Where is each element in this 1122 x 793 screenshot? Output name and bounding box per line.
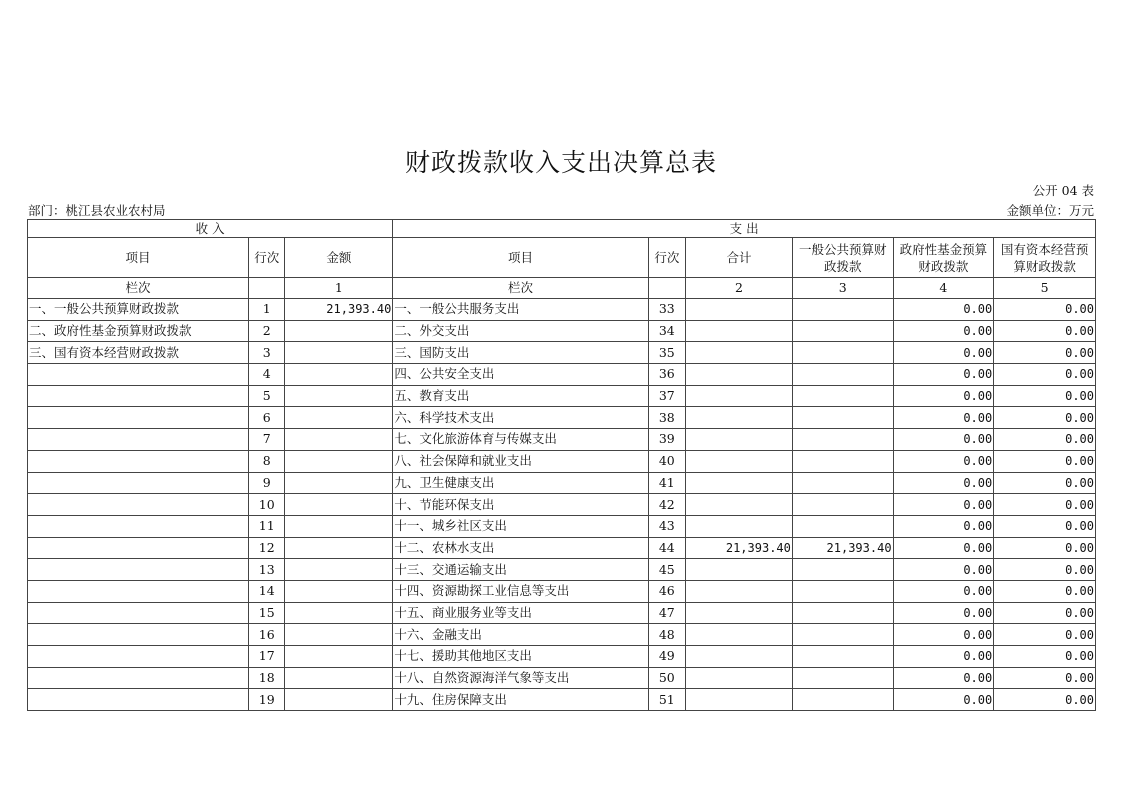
gov-fund-cell: 0.00 <box>893 515 994 537</box>
general-budget-cell <box>792 689 893 711</box>
income-row-number-cell: 17 <box>249 646 285 668</box>
income-row-number-cell: 11 <box>249 515 285 537</box>
gov-fund-cell: 0.00 <box>893 537 994 559</box>
income-item-cell: 二、政府性基金预算财政拨款 <box>28 320 249 342</box>
total-cell <box>686 320 793 342</box>
expense-item-cell: 十、节能环保支出 <box>393 494 648 516</box>
state-capital-cell: 0.00 <box>994 385 1096 407</box>
table-row <box>28 299 1096 321</box>
income-column-label: 栏次 <box>28 278 249 299</box>
expense-row-number-cell: 51 <box>648 689 685 711</box>
gov-fund-cell: 0.00 <box>893 559 994 581</box>
state-capital-cell: 0.00 <box>994 515 1096 537</box>
expense-row-number-cell: 42 <box>648 494 685 516</box>
gov-fund-cell: 0.00 <box>893 646 994 668</box>
total-cell <box>686 602 793 624</box>
general-budget-column-number: 3 <box>792 278 893 299</box>
income-amount-cell <box>285 559 393 581</box>
income-item-cell <box>28 559 249 581</box>
income-amount-cell <box>285 580 393 602</box>
general-budget-cell <box>792 299 893 321</box>
expense-column-label: 栏次 <box>393 278 648 299</box>
general-budget-cell <box>792 320 893 342</box>
general-budget-cell <box>792 364 893 386</box>
general-budget-cell <box>792 385 893 407</box>
income-row-number-cell: 16 <box>249 624 285 646</box>
income-item-cell <box>28 385 249 407</box>
table-row <box>28 559 1096 581</box>
table-row <box>28 364 1096 386</box>
income-amount-cell <box>285 602 393 624</box>
table-row <box>28 342 1096 364</box>
state-capital-cell: 0.00 <box>994 472 1096 494</box>
general-budget-cell <box>792 407 893 429</box>
expense-row-number-blank <box>648 278 685 299</box>
expense-row-number-cell: 50 <box>648 667 685 689</box>
gov-fund-cell: 0.00 <box>893 689 994 711</box>
gov-fund-cell: 0.00 <box>893 450 994 472</box>
expense-section-header: 支 出 <box>393 220 1096 238</box>
income-item-cell <box>28 624 249 646</box>
total-cell: 21,393.40 <box>686 537 793 559</box>
total-column-number: 2 <box>686 278 793 299</box>
amount-unit-label: 金额单位：万元 <box>1006 203 1094 218</box>
expense-row-number-cell: 38 <box>648 407 685 429</box>
income-row-number-cell: 3 <box>249 342 285 364</box>
state-capital-column-number: 5 <box>994 278 1096 299</box>
income-amount-cell <box>285 624 393 646</box>
income-row-number-cell: 14 <box>249 580 285 602</box>
expense-item-cell: 一、一般公共服务支出 <box>393 299 648 321</box>
income-item-cell: 一、一般公共预算财政拨款 <box>28 299 249 321</box>
appropriation-summary-table <box>27 219 1096 711</box>
income-row-number-cell: 2 <box>249 320 285 342</box>
income-item-cell <box>28 494 249 516</box>
income-amount-cell <box>285 667 393 689</box>
income-amount-header: 金额 <box>285 238 393 278</box>
expense-item-cell: 十四、资源勘探工业信息等支出 <box>393 580 648 602</box>
general-budget-cell <box>792 667 893 689</box>
income-amount-cell <box>285 320 393 342</box>
gov-fund-cell: 0.00 <box>893 602 994 624</box>
total-cell <box>686 515 793 537</box>
table-row <box>28 537 1096 559</box>
gov-fund-cell: 0.00 <box>893 624 994 646</box>
income-amount-cell <box>285 472 393 494</box>
total-cell <box>686 385 793 407</box>
total-cell <box>686 299 793 321</box>
state-capital-cell: 0.00 <box>994 407 1096 429</box>
general-budget-cell <box>792 429 893 451</box>
table-row <box>28 667 1096 689</box>
income-item-cell <box>28 689 249 711</box>
expense-row-number-cell: 46 <box>648 580 685 602</box>
total-header: 合计 <box>686 238 793 278</box>
general-budget-cell: 21,393.40 <box>792 537 893 559</box>
general-budget-cell <box>792 450 893 472</box>
state-capital-cell: 0.00 <box>994 559 1096 581</box>
income-item-cell <box>28 515 249 537</box>
income-amount-cell <box>285 515 393 537</box>
table-row <box>28 602 1096 624</box>
income-amount-cell <box>285 537 393 559</box>
total-cell <box>686 646 793 668</box>
expense-item-cell: 六、科学技术支出 <box>393 407 648 429</box>
total-cell <box>686 472 793 494</box>
expense-item-cell: 十三、交通运输支出 <box>393 559 648 581</box>
general-budget-cell <box>792 559 893 581</box>
income-row-number-cell: 15 <box>249 602 285 624</box>
income-amount-cell: 21,393.40 <box>285 299 393 321</box>
total-cell <box>686 342 793 364</box>
general-budget-cell <box>792 515 893 537</box>
state-capital-cell: 0.00 <box>994 450 1096 472</box>
income-amount-cell <box>285 429 393 451</box>
general-budget-header: 一般公共预算财政拨款 <box>792 238 893 278</box>
total-cell <box>686 689 793 711</box>
income-item-cell <box>28 407 249 429</box>
expense-item-cell: 五、教育支出 <box>393 385 648 407</box>
table-row <box>28 624 1096 646</box>
gov-fund-cell: 0.00 <box>893 385 994 407</box>
table-row <box>28 646 1096 668</box>
total-cell <box>686 559 793 581</box>
income-row-number-cell: 6 <box>249 407 285 429</box>
expense-row-number-cell: 40 <box>648 450 685 472</box>
general-budget-cell <box>792 472 893 494</box>
income-item-cell: 三、国有资本经营财政拨款 <box>28 342 249 364</box>
expense-row-number-cell: 44 <box>648 537 685 559</box>
income-item-cell <box>28 580 249 602</box>
expense-row-number-cell: 37 <box>648 385 685 407</box>
state-capital-cell: 0.00 <box>994 320 1096 342</box>
expense-item-cell: 八、社会保障和就业支出 <box>393 450 648 472</box>
income-row-number-header: 行次 <box>249 238 285 278</box>
income-row-number-cell: 12 <box>249 537 285 559</box>
expense-item-cell: 七、文化旅游体育与传媒支出 <box>393 429 648 451</box>
expense-item-cell: 三、国防支出 <box>393 342 648 364</box>
expense-item-cell: 十七、援助其他地区支出 <box>393 646 648 668</box>
income-amount-cell <box>285 494 393 516</box>
total-cell <box>686 364 793 386</box>
state-capital-cell: 0.00 <box>994 364 1096 386</box>
state-capital-cell: 0.00 <box>994 299 1096 321</box>
table-row <box>28 494 1096 516</box>
income-row-number-cell: 5 <box>249 385 285 407</box>
income-item-cell <box>28 364 249 386</box>
table-row <box>28 472 1096 494</box>
table-row <box>28 450 1096 472</box>
state-capital-cell: 0.00 <box>994 494 1096 516</box>
income-amount-cell <box>285 646 393 668</box>
income-row-number-cell: 8 <box>249 450 285 472</box>
gov-fund-cell: 0.00 <box>893 494 994 516</box>
income-row-number-cell: 4 <box>249 364 285 386</box>
income-item-cell <box>28 472 249 494</box>
expense-row-number-cell: 43 <box>648 515 685 537</box>
income-amount-column-number: 1 <box>285 278 393 299</box>
expense-item-cell: 十八、自然资源海洋气象等支出 <box>393 667 648 689</box>
income-item-cell <box>28 429 249 451</box>
state-capital-cell: 0.00 <box>994 689 1096 711</box>
income-row-number-cell: 19 <box>249 689 285 711</box>
gov-fund-cell: 0.00 <box>893 429 994 451</box>
report-title: 财政拨款收入支出决算总表 <box>404 148 717 177</box>
income-amount-cell <box>285 385 393 407</box>
gov-fund-header: 政府性基金预算财政拨款 <box>893 238 994 278</box>
table-row <box>28 385 1096 407</box>
state-capital-cell: 0.00 <box>994 537 1096 559</box>
total-cell <box>686 667 793 689</box>
general-budget-cell <box>792 602 893 624</box>
total-cell <box>686 580 793 602</box>
expense-item-header: 项目 <box>393 238 648 278</box>
general-budget-cell <box>792 494 893 516</box>
income-row-number-cell: 9 <box>249 472 285 494</box>
expense-item-cell: 九、卫生健康支出 <box>393 472 648 494</box>
column-header-row <box>28 238 1096 278</box>
expense-item-cell: 四、公共安全支出 <box>393 364 648 386</box>
expense-item-cell: 十五、商业服务业等支出 <box>393 602 648 624</box>
state-capital-header: 国有资本经营预算财政拨款 <box>994 238 1096 278</box>
table-row <box>28 689 1096 711</box>
expense-row-number-cell: 35 <box>648 342 685 364</box>
total-cell <box>686 624 793 646</box>
expense-row-number-cell: 45 <box>648 559 685 581</box>
income-item-header: 项目 <box>28 238 249 278</box>
table-row <box>28 407 1096 429</box>
gov-fund-column-number: 4 <box>893 278 994 299</box>
state-capital-cell: 0.00 <box>994 342 1096 364</box>
income-amount-cell <box>285 407 393 429</box>
expense-row-number-cell: 39 <box>648 429 685 451</box>
table-row <box>28 515 1096 537</box>
general-budget-cell <box>792 342 893 364</box>
state-capital-cell: 0.00 <box>994 646 1096 668</box>
expense-row-number-cell: 47 <box>648 602 685 624</box>
table-row <box>28 429 1096 451</box>
expense-row-number-cell: 36 <box>648 364 685 386</box>
expense-row-number-cell: 48 <box>648 624 685 646</box>
income-amount-cell <box>285 689 393 711</box>
total-cell <box>686 494 793 516</box>
gov-fund-cell: 0.00 <box>893 299 994 321</box>
expense-item-cell: 二、外交支出 <box>393 320 648 342</box>
state-capital-cell: 0.00 <box>994 602 1096 624</box>
income-row-number-cell: 13 <box>249 559 285 581</box>
income-row-number-blank <box>249 278 285 299</box>
expense-item-cell: 十六、金融支出 <box>393 624 648 646</box>
expense-row-number-cell: 49 <box>648 646 685 668</box>
state-capital-cell: 0.00 <box>994 580 1096 602</box>
income-amount-cell <box>285 450 393 472</box>
general-budget-cell <box>792 624 893 646</box>
income-section-header: 收 入 <box>28 220 393 238</box>
income-item-cell <box>28 537 249 559</box>
income-row-number-cell: 7 <box>249 429 285 451</box>
column-number-row <box>28 278 1096 299</box>
form-number: 公开 04 表 <box>1032 183 1094 198</box>
gov-fund-cell: 0.00 <box>893 320 994 342</box>
department-label: 部门：桃江县农业农村局 <box>28 203 166 218</box>
total-cell <box>686 450 793 472</box>
state-capital-cell: 0.00 <box>994 667 1096 689</box>
total-cell <box>686 407 793 429</box>
expense-row-number-cell: 33 <box>648 299 685 321</box>
state-capital-cell: 0.00 <box>994 624 1096 646</box>
expense-row-number-cell: 41 <box>648 472 685 494</box>
expense-item-cell: 十九、住房保障支出 <box>393 689 648 711</box>
income-row-number-cell: 18 <box>249 667 285 689</box>
income-row-number-cell: 1 <box>249 299 285 321</box>
income-amount-cell <box>285 364 393 386</box>
income-item-cell <box>28 667 249 689</box>
income-item-cell <box>28 646 249 668</box>
income-item-cell <box>28 450 249 472</box>
gov-fund-cell: 0.00 <box>893 364 994 386</box>
expense-row-number-header: 行次 <box>648 238 685 278</box>
income-amount-cell <box>285 342 393 364</box>
gov-fund-cell: 0.00 <box>893 342 994 364</box>
state-capital-cell: 0.00 <box>994 429 1096 451</box>
expense-item-cell: 十二、农林水支出 <box>393 537 648 559</box>
gov-fund-cell: 0.00 <box>893 407 994 429</box>
section-header-row <box>28 220 1096 238</box>
table-row <box>28 580 1096 602</box>
expense-row-number-cell: 34 <box>648 320 685 342</box>
gov-fund-cell: 0.00 <box>893 580 994 602</box>
income-row-number-cell: 10 <box>249 494 285 516</box>
expense-item-cell: 十一、城乡社区支出 <box>393 515 648 537</box>
general-budget-cell <box>792 580 893 602</box>
income-item-cell <box>28 602 249 624</box>
general-budget-cell <box>792 646 893 668</box>
table-row <box>28 320 1096 342</box>
total-cell <box>686 429 793 451</box>
gov-fund-cell: 0.00 <box>893 472 994 494</box>
gov-fund-cell: 0.00 <box>893 667 994 689</box>
